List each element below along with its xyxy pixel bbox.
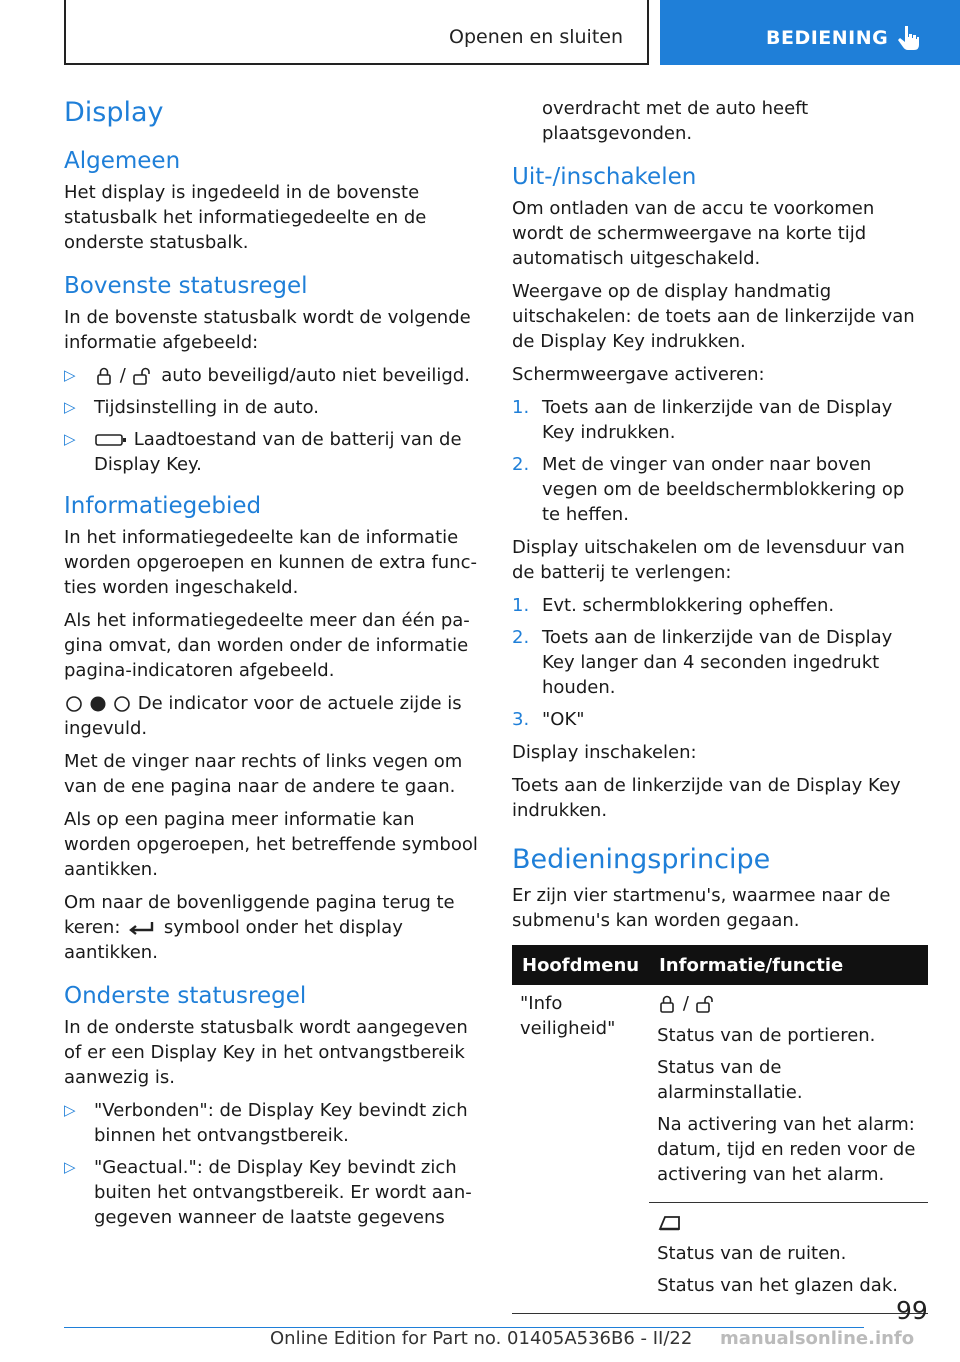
page-indicator-icon: [64, 694, 132, 714]
onderste-list: [64, 1098, 479, 1230]
uit-p3: Schermweergave activeren:: [512, 364, 765, 385]
heading-algemeen: Algemeen: [64, 148, 181, 174]
step-number: 1.: [512, 595, 530, 616]
lock-open-icon: [132, 366, 156, 386]
list-item: [512, 452, 928, 527]
lock-closed-icon: [657, 994, 677, 1014]
table-row: [512, 1203, 928, 1314]
heading-bedieningsprincipe: Bedieningsprincipe: [512, 844, 771, 875]
onderste-item-2: "Geactual.": de Display Key bevindt zich buiten het ontvangstbereik. Er wordt aangegeven wanneer de laatste gegevens: [94, 1157, 472, 1228]
info-p6b: symbool onder het display aantikken.: [64, 917, 403, 963]
uit-p1: Om ontladen van de accu te voorkomen wordt de schermweergave na korte tijd automatisch uitgeschakeld.: [512, 198, 875, 269]
list-item: [512, 625, 928, 700]
bovenste-list: [64, 363, 479, 477]
activate-steps: [512, 395, 928, 527]
info-p6a: Om naar de bovenliggende pagina terug te keren:: [64, 892, 455, 938]
table-cell-menu: [512, 985, 649, 1203]
bullet-triangle-icon: ▷: [64, 430, 76, 448]
list-item: [512, 593, 928, 618]
table-cell-info: [649, 985, 928, 1203]
row2-status-windows: Status van de ruiten.: [657, 1243, 847, 1264]
row2-status-roof: Status van het glazen dak.: [657, 1275, 898, 1296]
bullet-triangle-icon: ▷: [64, 366, 76, 384]
heading-bovenste-statusregel: Bovenste statusregel: [64, 273, 308, 299]
list-item: [64, 1155, 479, 1230]
battery-icon: [94, 432, 128, 448]
info-p4: Met de vinger naar rechts of links vegen om van de ene pagina naar de andere te gaan.: [64, 751, 463, 797]
onderste-intro: In de onderste statusbalk wordt aangegeven of er een Display Key in het ontvangstbereik aanwezig is.: [64, 1017, 468, 1088]
row1-alarm-details: Na activering van het alarm: datum, tijd en reden voor de activering van het alarm.: [657, 1114, 916, 1185]
header-section-box: [64, 0, 649, 65]
menu-table: [512, 945, 928, 1314]
menu-info-veiligheid: "Info veiligheid": [520, 993, 616, 1039]
table-header-hoofdmenu: Hoofdmenu: [512, 945, 649, 985]
lock-slash: /: [682, 993, 689, 1014]
info-p6-row: [64, 890, 479, 965]
bovenste-intro: In de bovenste statusbalk wordt de volgende informatie afgebeeld:: [64, 307, 471, 353]
list-item: [64, 427, 479, 477]
step-text: Toets aan de linkerzijde van de Display Key langer dan 4 seconden ingedrukt houden.: [542, 627, 893, 698]
header-chapter-tab: [660, 0, 960, 65]
step-number: 2.: [512, 454, 530, 475]
step-number: 1.: [512, 397, 530, 418]
lock-open-icon: [695, 994, 719, 1014]
bullet-triangle-icon: ▷: [64, 1101, 76, 1119]
row1-status-alarm: Status van de alarminstallatie.: [657, 1057, 803, 1103]
uit-p5: Display inschakelen:: [512, 742, 697, 763]
step-text: Toets aan de linkerzijde van de Display Key indrukken.: [542, 397, 893, 443]
window-icon-row: [657, 1209, 920, 1234]
algemeen-text: Het display is ingedeeld in de bovenste statusbalk het informatiegedeelte en de onderste statusbalk.: [64, 182, 427, 253]
watermark: manualsonline.info: [720, 1328, 915, 1349]
step-number: 3.: [512, 709, 530, 730]
table-header-row: [512, 945, 928, 985]
list-item: [64, 363, 479, 388]
back-arrow-icon: [126, 918, 158, 938]
bovenste-item-3: Laadtoestand van de batterij van de Display Key.: [94, 429, 462, 475]
uit-p4: Display uitschakelen om de levensduur van de batterij te verlengen:: [512, 537, 905, 583]
list-item: [512, 707, 928, 732]
step-number: 2.: [512, 627, 530, 648]
list-item: [64, 1098, 479, 1148]
uit-p2: Weergave op de display handmatig uitschakelen: de toets aan de linkerzijde van de Display Key indrukken.: [512, 281, 915, 352]
list-item: [64, 395, 479, 420]
step-text: Evt. schermblokkering opheffen.: [542, 595, 835, 616]
bovenste-item-1: auto beveiligd/auto niet beveiligd.: [161, 365, 470, 386]
window-icon: [657, 1212, 683, 1232]
footer-edition: Online Edition for Part no. 01405A536B6 - II/22: [270, 1328, 693, 1349]
step-text: "OK": [542, 709, 585, 730]
heading-uit-inschakelen: Uit-/inschakelen: [512, 164, 697, 190]
bullet-triangle-icon: ▷: [64, 398, 76, 416]
info-p5: Als op een pagina meer informatie kan worden opgeroepen, het betreffende symbool aantikken.: [64, 809, 478, 880]
row1-status-doors: Status van de portieren.: [657, 1025, 876, 1046]
info-p1: In het informatiegedeelte kan de informatie worden opgeroepen en kunnen de extra functies worden ingeschakeld.: [64, 527, 478, 598]
page-number: 99: [896, 1296, 928, 1325]
lock-slash: /: [119, 365, 126, 386]
header-chapter-title: BEDIENING: [766, 27, 889, 49]
info-p3-row: [64, 691, 479, 741]
hand-pointer-icon: [896, 24, 920, 52]
table-cell-menu: [512, 1203, 649, 1314]
heading-informatiegebied: Informatiegebied: [64, 493, 262, 519]
uit-p6: Toets aan de linkerzijde van de Display Key indrukken.: [512, 775, 901, 821]
table-row: [512, 985, 928, 1203]
list-item: [512, 395, 928, 445]
info-p2: Als het informatiegedeelte meer dan één pagina omvat, dan worden onder de informatie pagina-indicatoren afgebeeld.: [64, 610, 470, 681]
table-header-informatie: Informatie/functie: [649, 945, 928, 985]
left-column: [64, 96, 479, 1244]
page-title: Display: [64, 97, 164, 128]
bovenste-item-2: Tijdsinstelling in de auto.: [94, 397, 319, 418]
principe-intro: Er zijn vier startmenu's, waarmee naar de submenu's kan worden gegaan.: [512, 885, 891, 931]
step-text: Met de vinger van onder naar boven vegen om de beeldschermblokkering op te heffen.: [542, 454, 905, 525]
onderste-item-1: "Verbonden": de Display Key bevindt zich binnen het ontvangstbereik.: [94, 1100, 468, 1146]
info-p3: De indicator voor de actuele zijde is ingevuld.: [64, 693, 462, 739]
continuation-text: overdracht met de auto heeft plaatsgevonden.: [542, 98, 809, 144]
switch-off-steps: [512, 593, 928, 732]
lock-icons-row: [657, 991, 920, 1016]
bullet-triangle-icon: ▷: [64, 1158, 76, 1176]
table-cell-info: [649, 1203, 928, 1314]
header-section-title: Openen en sluiten: [449, 26, 623, 48]
lock-closed-icon: [94, 366, 114, 386]
right-column: [512, 96, 928, 1314]
heading-onderste-statusregel: Onderste statusregel: [64, 983, 307, 1009]
